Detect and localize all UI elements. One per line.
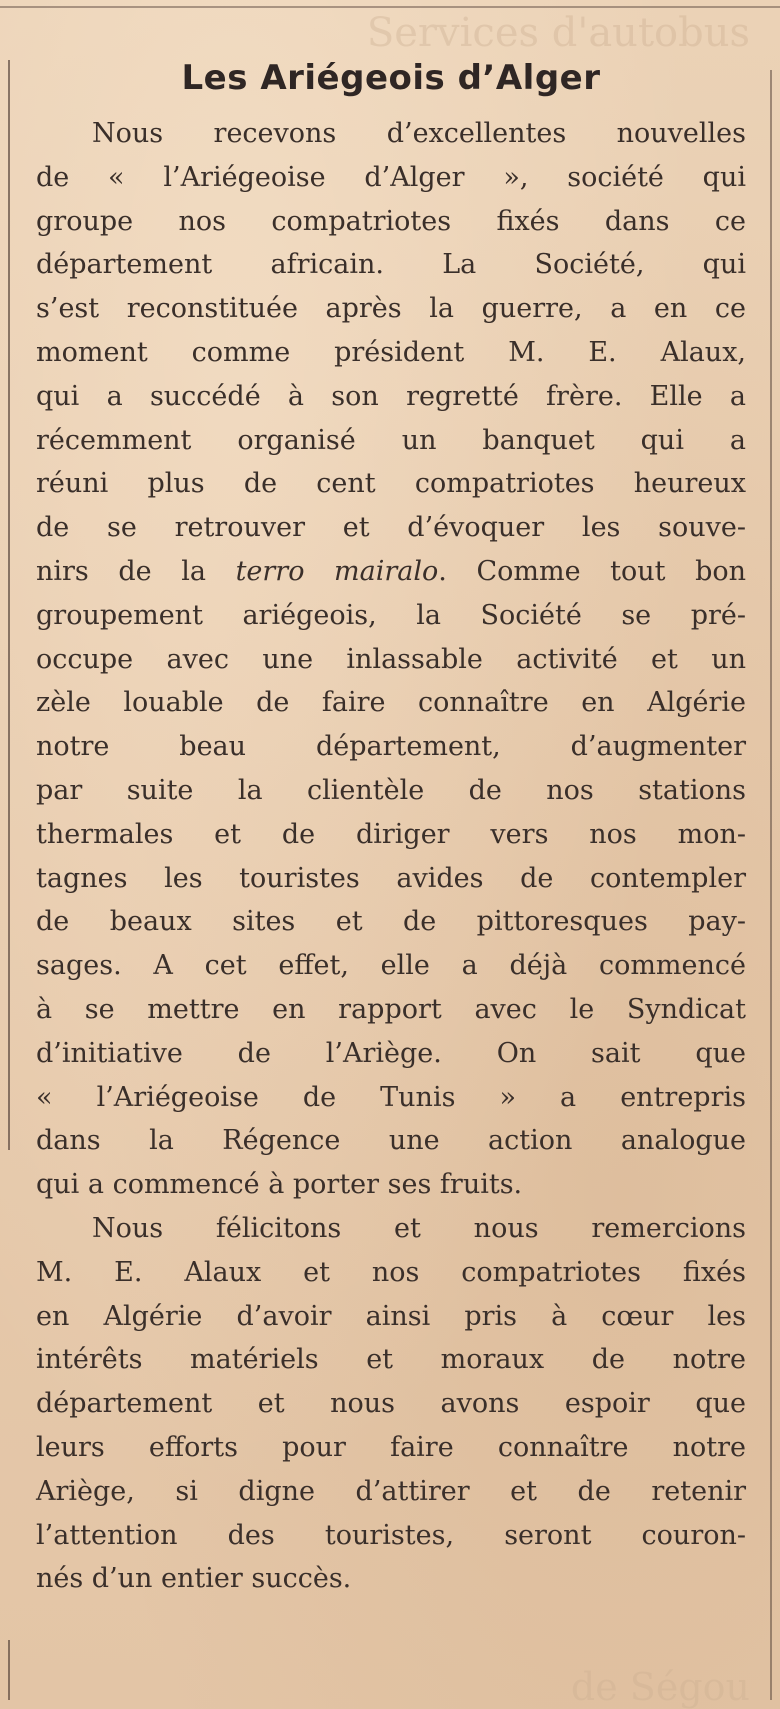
- text-line: Nous recevons d’excellentes nouvelles: [92, 118, 746, 149]
- bleed-through-header: Services d'autobus: [366, 10, 750, 56]
- text-line: qui a commencé à porter ses fruits.: [36, 1169, 523, 1201]
- text-line: récemment organisé un banquet qui a: [36, 424, 746, 456]
- left-column-rule-bottom: [8, 1640, 10, 1700]
- text-line: à se mettre en rapport avec le Syndicat: [36, 993, 746, 1025]
- text-line: l’attention des touristes, seront couron-: [36, 1519, 746, 1551]
- right-column-rule: [770, 70, 772, 1700]
- text-line: « l’Ariégeoise de Tunis » a entrepris: [36, 1081, 746, 1113]
- text-line: thermales et de diriger vers nos mon-: [36, 818, 746, 850]
- text-line: réuni plus de cent compatriotes heureux: [36, 468, 746, 500]
- text-line: par suite la clientèle de nos stations: [36, 774, 746, 806]
- article-title: Les Ariégeois d’Alger: [181, 58, 601, 98]
- text-line: occupe avec une inlassable activité et un: [36, 643, 746, 675]
- top-rule: [0, 6, 780, 8]
- text-line: nés d’un entier succès.: [36, 1563, 352, 1595]
- text-fragment: . Comme tout bon: [438, 555, 747, 587]
- text-line: Ariège, si digne d’attirer et de retenir: [36, 1475, 746, 1507]
- text-line: sages. A cet effet, elle a déjà commencé: [36, 950, 746, 982]
- text-line: de « l’Ariégeoise d’Alger », société qui: [36, 161, 746, 193]
- text-line: département et nous avons espoir que: [36, 1388, 746, 1420]
- text-line: s’est reconstituée après la guerre, a en ce: [36, 293, 746, 325]
- text-line: M. E. Alaux et nos compatriotes fixés: [36, 1256, 746, 1288]
- text-line: département africain. La Société, qui: [36, 249, 746, 281]
- bleed-through-footer: de Ségou: [570, 1665, 750, 1709]
- text-line: leurs efforts pour faire connaître notre: [36, 1431, 746, 1463]
- text-line: groupe nos compatriotes fixés dans ce: [36, 205, 746, 237]
- text-line: de se retrouver et d’évoquer les souve-: [36, 512, 746, 544]
- left-column-rule: [8, 60, 10, 1150]
- text-line: moment comme président M. E. Alaux,: [36, 336, 746, 368]
- paragraph-2: [36, 1207, 746, 1601]
- text-line: notre beau département, d’augmenter: [36, 731, 746, 763]
- text-line-with-italic: [36, 550, 746, 594]
- text-line: dans la Régence une action analogue: [36, 1125, 746, 1157]
- italic-phrase: terro mairalo: [235, 555, 439, 587]
- text-line: d’initiative de l’Ariège. On sait que: [36, 1037, 746, 1069]
- article: [36, 58, 746, 1601]
- text-line: zèle louable de faire connaître en Algérie: [36, 687, 746, 719]
- text-line: de beaux sites et de pittoresques pay-: [36, 906, 746, 938]
- text-line: qui a succédé à son regretté frère. Elle a: [36, 380, 746, 412]
- paragraph-1: [36, 112, 746, 1207]
- text-line: intérêts matériels et moraux de notre: [36, 1344, 746, 1376]
- text-fragment: nirs de la: [36, 555, 236, 587]
- text-line: Nous félicitons et nous remercions: [92, 1212, 746, 1244]
- text-line: en Algérie d’avoir ainsi pris à cœur les: [36, 1300, 746, 1332]
- text-line: tagnes les touristes avides de contempler: [36, 862, 746, 894]
- text-line: groupement ariégeois, la Société se pré-: [36, 599, 746, 631]
